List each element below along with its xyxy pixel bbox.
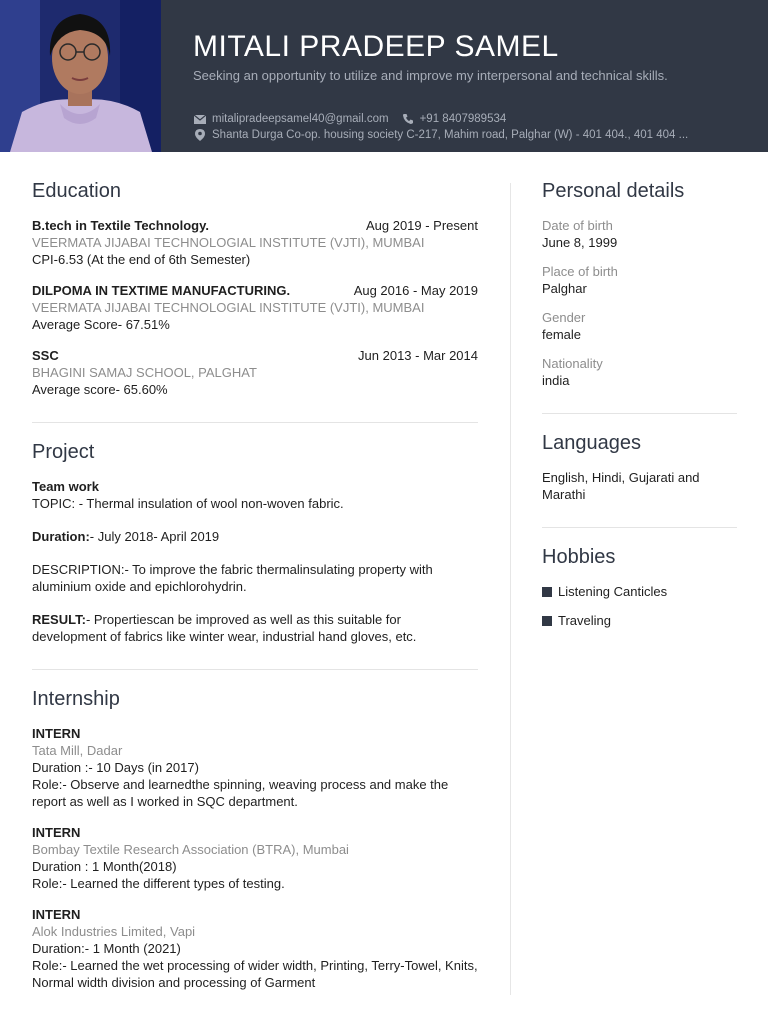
hobby-label: Traveling (558, 613, 611, 628)
edu-dates: Aug 2016 - May 2019 (353, 283, 478, 298)
project-title: Project (32, 441, 95, 463)
pob-value: Palghar (542, 281, 587, 296)
section-divider (32, 669, 478, 670)
internship-item (32, 725, 478, 810)
intern-desc: Role:- Learned the different types of testing. (32, 876, 285, 891)
pob-label: Place of birth (542, 264, 618, 279)
education-item (32, 282, 478, 333)
languages-title: Languages (542, 432, 641, 454)
resume-header (0, 0, 768, 152)
education-section (32, 180, 478, 398)
side-column (542, 180, 737, 641)
nationality-label: Nationality (542, 356, 603, 371)
contact-line (193, 113, 506, 125)
intern-role: INTERN (32, 825, 81, 840)
hobby-label: Listening Canticles (558, 584, 668, 599)
address-line (193, 129, 738, 141)
project-duration: Duration:- July 2018- April 2019 (32, 529, 220, 544)
project-description: DESCRIPTION:- To improve the fabric thermalinsulating property with aluminium oxide and epichlorohydrin. (32, 562, 433, 594)
phone-icon (401, 113, 415, 125)
project-topic: TOPIC: - Thermal insulation of wool non-woven fabric. (32, 496, 344, 511)
education-item (32, 217, 478, 268)
internship-section (32, 688, 478, 991)
edu-score: Average score- 65.60% (32, 382, 168, 397)
project-name: Team work (32, 479, 99, 494)
email-link[interactable]: mitalipradeepsamel40@gmail.com (212, 113, 389, 125)
intern-company: Alok Industries Limited, Vapi (32, 924, 196, 939)
education-title: Education (32, 180, 121, 202)
tagline: Seeking an opportunity to utilize and improve my interpersonal and technical skills. (193, 68, 668, 83)
edu-school: VEERMATA JIJABAI TECHNOLOGIAL INSTITUTE (VJTI), MUMBAI (32, 235, 425, 250)
section-divider (542, 413, 737, 414)
address-text: Shanta Durga Co-op. housing society C-217, Mahim road, Palghar (W) - 401 404., 401 404 ... (212, 129, 689, 141)
section-divider (32, 422, 478, 423)
bullet-square-icon (542, 616, 552, 626)
mail-icon (193, 113, 207, 125)
hobbies-section (542, 546, 737, 629)
candidate-name: MITALI PRADEEP SAMEL (193, 30, 559, 63)
dob-label: Date of birth (542, 218, 613, 233)
personal-details-title: Personal details (542, 180, 685, 202)
internship-item (32, 824, 478, 892)
hobby-item (542, 583, 737, 600)
edu-school: VEERMATA JIJABAI TECHNOLOGIAL INSTITUTE (VJTI), MUMBAI (32, 300, 425, 315)
edu-dates: Jun 2013 - Mar 2014 (358, 348, 478, 363)
bullet-square-icon (542, 587, 552, 597)
edu-score: CPI-6.53 (At the end of 6th Semester) (32, 252, 251, 267)
intern-role: INTERN (32, 726, 81, 741)
intern-duration: Duration :- 10 Days (in 2017) (32, 760, 199, 775)
languages-section (542, 432, 737, 503)
intern-desc: Role:- Observe and learnedthe spinning, weaving process and make the report as well as I worked in SQC department. (32, 777, 449, 809)
gender-value: female (542, 327, 582, 342)
intern-company: Bombay Textile Research Association (BTRA), Mumbai (32, 842, 349, 857)
edu-degree: SSC (32, 348, 59, 363)
intern-desc: Role:- Learned the wet processing of wider width, Printing, Terry-Towel, Knits, Normal width division and processing of Garment (32, 958, 478, 990)
intern-role: INTERN (32, 907, 81, 922)
section-divider (542, 527, 737, 528)
internship-item (32, 906, 478, 991)
gender-label: Gender (542, 310, 586, 325)
personal-details-section (542, 180, 737, 389)
hobby-item (542, 612, 737, 629)
nationality-value: india (542, 373, 570, 388)
location-pin-icon (193, 129, 207, 141)
edu-degree: B.tech in Textile Technology. (32, 218, 209, 233)
main-column (32, 180, 478, 1005)
internship-title: Internship (32, 688, 120, 710)
profile-photo (0, 0, 161, 152)
intern-duration: Duration:- 1 Month (2021) (32, 941, 181, 956)
project-section (32, 441, 478, 645)
column-divider (510, 183, 511, 995)
edu-score: Average Score- 67.51% (32, 317, 170, 332)
dob-value: June 8, 1999 (542, 235, 618, 250)
hobbies-title: Hobbies (542, 546, 616, 568)
languages-text: English, Hindi, Gujarati and Marathi (542, 470, 700, 502)
project-result: RESULT:- Propertiescan be improved as well as this suitable for development of fabrics like winter wear, industrial hand gloves, etc. (32, 612, 417, 644)
phone-number[interactable]: +91 8407989534 (419, 113, 507, 125)
intern-duration: Duration : 1 Month(2018) (32, 859, 177, 874)
edu-dates: Aug 2019 - Present (365, 218, 478, 233)
education-item (32, 347, 478, 398)
edu-school: BHAGINI SAMAJ SCHOOL, PALGHAT (32, 365, 257, 380)
edu-degree: DILPOMA IN TEXTIME MANUFACTURING. (32, 283, 291, 298)
intern-company: Tata Mill, Dadar (32, 743, 123, 758)
